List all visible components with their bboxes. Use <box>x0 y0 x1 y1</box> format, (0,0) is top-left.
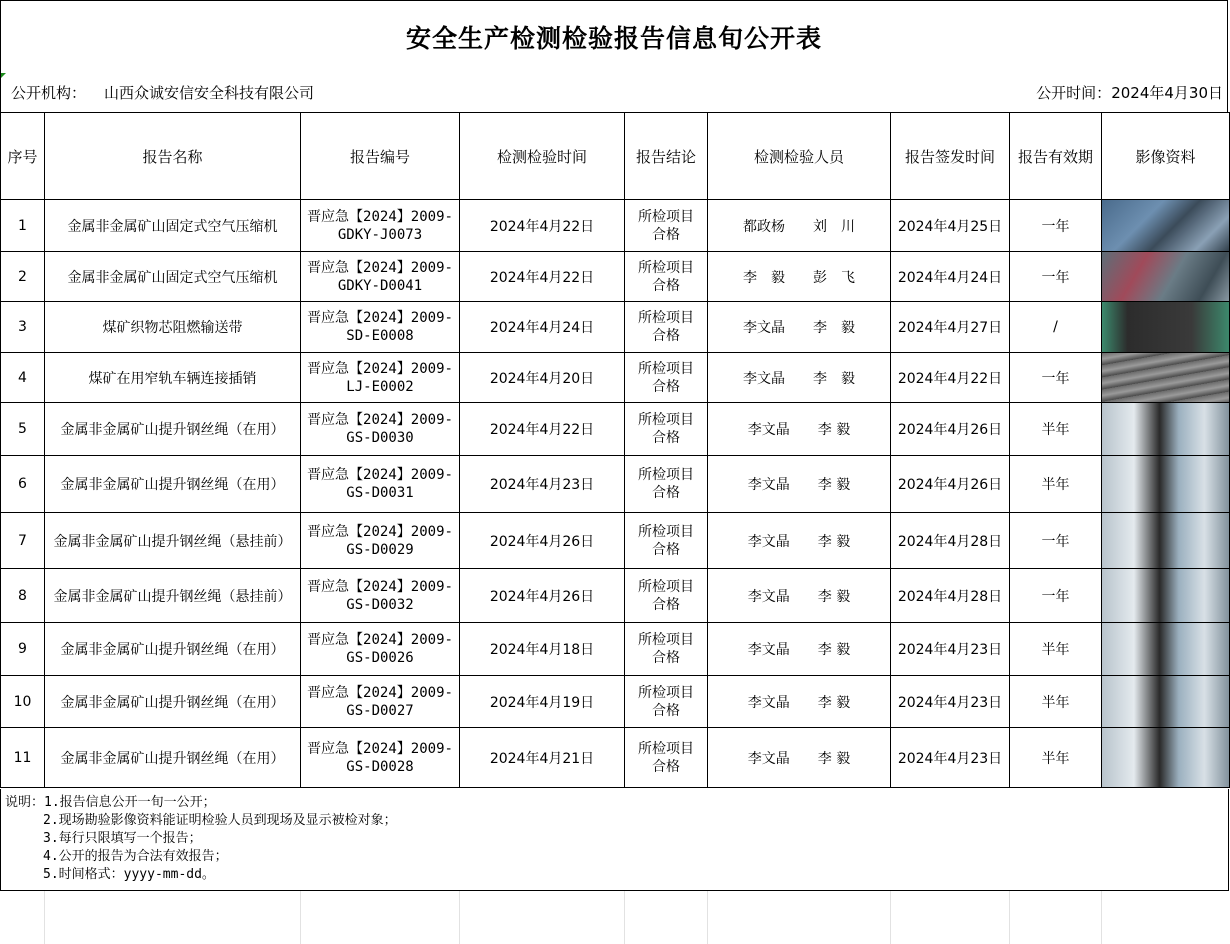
cell-report-name: 金属非金属矿山提升钢丝绳（悬挂前） <box>45 569 301 623</box>
code-line-1: 晋应急【2024】2009- <box>307 208 453 225</box>
cell-conclusion <box>625 353 708 403</box>
header-photo: 影像资料 <box>1102 113 1230 200</box>
org-block <box>11 82 314 103</box>
cell-persons <box>708 676 891 728</box>
code-line-1: 晋应急【2024】2009- <box>307 632 453 648</box>
person-2: 李 毅 <box>817 642 851 658</box>
cell-no: 9 <box>1 623 45 676</box>
cell-report-name: 金属非金属矿山提升钢丝绳（在用） <box>45 676 301 728</box>
cell-issue-date: 2024年4月27日 <box>891 302 1010 353</box>
header-issue-date: 报告签发时间 <box>891 113 1010 200</box>
cell-issue-date: 2024年4月22日 <box>891 353 1010 403</box>
code-line-2: SD-E0008 <box>346 328 414 344</box>
photo-compressor-1[interactable] <box>1102 200 1230 251</box>
notes-block <box>0 789 1229 891</box>
cell-no: 3 <box>1 302 45 353</box>
table-row <box>1 302 1230 353</box>
cell-issue-date: 2024年4月23日 <box>891 676 1010 728</box>
code-line-1: 晋应急【2024】2009- <box>307 412 453 428</box>
cell-report-name: 金属非金属矿山提升钢丝绳（悬挂前） <box>45 513 301 569</box>
cell-photo[interactable] <box>1102 353 1230 403</box>
person-1: 李文晶 <box>747 588 790 605</box>
conclusion-line-2: 合格 <box>652 430 680 446</box>
person-2: 李 毅 <box>813 370 855 387</box>
person-1: 李文晶 <box>747 694 790 711</box>
cell-test-date: 2024年4月24日 <box>460 302 625 353</box>
cell-persons <box>708 456 891 513</box>
note-line: 4.公开的报告为合法有效报告； <box>43 849 228 864</box>
cell-persons <box>708 569 891 623</box>
cell-persons <box>708 302 891 353</box>
date-value: 2024年4月30日 <box>1111 84 1223 102</box>
cell-conclusion <box>625 403 708 456</box>
note-line: 3.每行只限填写一个报告； <box>43 831 202 846</box>
cell-persons <box>708 513 891 569</box>
cell-report-code <box>301 513 460 569</box>
person-1: 李文晶 <box>747 422 790 438</box>
info-row <box>0 72 1228 113</box>
cell-validity: 半年 <box>1010 403 1102 456</box>
cell-conclusion <box>625 676 708 728</box>
person-2: 李 毅 <box>817 477 851 493</box>
cell-validity: 半年 <box>1010 728 1102 788</box>
photo-conveyor-belt[interactable] <box>1102 302 1230 352</box>
cell-test-date: 2024年4月20日 <box>460 353 625 403</box>
cell-issue-date: 2024年4月28日 <box>891 513 1010 569</box>
conclusion-line-2: 合格 <box>652 702 680 719</box>
conclusion-line-1: 所检项目 <box>638 259 694 276</box>
photo-rope-lab[interactable] <box>1102 456 1230 512</box>
cell-report-name: 金属非金属矿山固定式空气压缩机 <box>45 252 301 302</box>
person-2: 李 毅 <box>817 694 851 711</box>
cell-issue-date: 2024年4月28日 <box>891 569 1010 623</box>
header-row <box>1 113 1230 200</box>
person-2: 李 毅 <box>817 533 851 550</box>
cell-report-code <box>301 569 460 623</box>
cell-report-name: 金属非金属矿山固定式空气压缩机 <box>45 200 301 252</box>
cell-report-code <box>301 403 460 456</box>
code-line-1: 晋应急【2024】2009- <box>307 578 453 595</box>
cell-conclusion <box>625 623 708 676</box>
cell-report-name: 金属非金属矿山提升钢丝绳（在用） <box>45 403 301 456</box>
conclusion-line-1: 所检项目 <box>638 310 694 326</box>
grid-line <box>707 891 708 944</box>
code-line-2: GS-D0030 <box>346 430 414 446</box>
code-line-1: 晋应急【2024】2009- <box>307 523 453 540</box>
cell-issue-date: 2024年4月23日 <box>891 728 1010 788</box>
grid-line <box>624 891 625 944</box>
code-line-1: 晋应急【2024】2009- <box>307 259 453 276</box>
cell-no: 1 <box>1 200 45 252</box>
cell-no: 7 <box>1 513 45 569</box>
note-line: 5.时间格式：yyyy-mm-dd。 <box>43 867 215 882</box>
org-name: 山西众诚安信安全科技有限公司 <box>104 84 315 102</box>
grid-line <box>459 891 460 944</box>
cell-test-date: 2024年4月18日 <box>460 623 625 676</box>
cell-test-date: 2024年4月22日 <box>460 252 625 302</box>
cell-conclusion <box>625 513 708 569</box>
cell-test-date: 2024年4月19日 <box>460 676 625 728</box>
cell-persons <box>708 728 891 788</box>
person-1: 李文晶 <box>743 320 785 336</box>
cell-conclusion <box>625 569 708 623</box>
cell-test-date: 2024年4月22日 <box>460 200 625 252</box>
comment-marker-icon <box>1 73 6 78</box>
cell-photo[interactable] <box>1102 676 1230 728</box>
cell-conclusion <box>625 252 708 302</box>
cell-report-code <box>301 676 460 728</box>
photo-rope-lab[interactable] <box>1102 623 1230 675</box>
cell-no: 4 <box>1 353 45 403</box>
cell-validity: / <box>1010 302 1102 353</box>
conclusion-line-2: 合格 <box>652 650 680 666</box>
cell-conclusion <box>625 728 708 788</box>
conclusion-line-1: 所检项目 <box>638 208 694 225</box>
code-line-1: 晋应急【2024】2009- <box>307 310 453 326</box>
grid-line <box>890 891 891 944</box>
page-title: 安全生产检测检验报告信息旬公开表 <box>0 0 1228 72</box>
cell-persons <box>708 353 891 403</box>
photo-rope-lab[interactable] <box>1102 728 1230 787</box>
cell-no: 8 <box>1 569 45 623</box>
cell-persons <box>708 403 891 456</box>
cell-photo[interactable] <box>1102 200 1230 252</box>
conclusion-line-2: 合格 <box>652 485 680 501</box>
table-row <box>1 403 1230 456</box>
cell-validity: 一年 <box>1010 252 1102 302</box>
cell-conclusion <box>625 302 708 353</box>
person-2: 李 毅 <box>817 422 851 438</box>
cell-issue-date: 2024年4月26日 <box>891 403 1010 456</box>
conclusion-line-2: 合格 <box>652 328 680 344</box>
cell-report-code <box>301 623 460 676</box>
cell-issue-date: 2024年4月23日 <box>891 623 1010 676</box>
code-line-1: 晋应急【2024】2009- <box>307 684 453 701</box>
person-2: 李 毅 <box>817 588 851 605</box>
cell-test-date: 2024年4月26日 <box>460 513 625 569</box>
code-line-2: GS-D0027 <box>346 702 414 719</box>
photo-rope-lab[interactable] <box>1102 403 1230 455</box>
cell-no: 2 <box>1 252 45 302</box>
cell-report-code <box>301 353 460 403</box>
cell-no: 11 <box>1 728 45 788</box>
person-1: 李文晶 <box>743 370 785 387</box>
table-row <box>1 513 1230 569</box>
cell-photo[interactable] <box>1102 302 1230 353</box>
org-label: 公开机构： <box>11 84 87 102</box>
person-1: 李文晶 <box>747 750 790 767</box>
header-name: 报告名称 <box>45 113 301 200</box>
table-row <box>1 456 1230 513</box>
cell-test-date: 2024年4月21日 <box>460 728 625 788</box>
note-line: 说明：1.报告信息公开一旬一公开； <box>5 795 216 810</box>
cell-report-code <box>301 252 460 302</box>
conclusion-line-1: 所检项目 <box>638 632 694 648</box>
table-row <box>1 200 1230 252</box>
cell-validity: 半年 <box>1010 676 1102 728</box>
cell-photo[interactable] <box>1102 513 1230 569</box>
conclusion-line-2: 合格 <box>652 541 680 558</box>
cell-conclusion <box>625 456 708 513</box>
cell-persons <box>708 623 891 676</box>
cell-validity: 半年 <box>1010 456 1102 513</box>
header-test-date: 检测检验时间 <box>460 113 625 200</box>
grid-line <box>1009 891 1010 944</box>
photo-compressor-2[interactable] <box>1102 252 1230 301</box>
note-line: 2.现场勘验影像资料能证明检验人员到现场及显示被检对象； <box>43 813 397 828</box>
cell-photo[interactable] <box>1102 456 1230 513</box>
cell-report-code <box>301 728 460 788</box>
cell-validity: 半年 <box>1010 623 1102 676</box>
code-line-2: GS-D0032 <box>346 596 414 613</box>
cell-conclusion <box>625 200 708 252</box>
code-line-2: LJ-E0002 <box>346 378 414 395</box>
conclusion-line-2: 合格 <box>652 758 680 775</box>
table-row <box>1 676 1230 728</box>
cell-photo[interactable] <box>1102 403 1230 456</box>
person-1: 都政杨 <box>743 218 785 235</box>
code-line-1: 晋应急【2024】2009- <box>307 467 453 483</box>
table-row <box>1 728 1230 788</box>
cell-report-code <box>301 456 460 513</box>
header-validity: 报告有效期 <box>1010 113 1102 200</box>
photo-pins[interactable] <box>1102 353 1230 402</box>
code-line-1: 晋应急【2024】2009- <box>307 740 453 757</box>
code-line-1: 晋应急【2024】2009- <box>307 360 453 377</box>
person-1: 李文晶 <box>747 533 790 550</box>
cell-no: 5 <box>1 403 45 456</box>
code-line-2: GS-D0028 <box>346 758 414 775</box>
cell-test-date: 2024年4月26日 <box>460 569 625 623</box>
conclusion-line-1: 所检项目 <box>638 360 694 377</box>
person-2: 李 毅 <box>813 320 855 336</box>
cell-report-name: 金属非金属矿山提升钢丝绳（在用） <box>45 623 301 676</box>
cell-test-date: 2024年4月23日 <box>460 456 625 513</box>
conclusion-line-2: 合格 <box>652 277 680 294</box>
conclusion-line-1: 所检项目 <box>638 412 694 428</box>
cell-persons <box>708 200 891 252</box>
cell-report-code <box>301 200 460 252</box>
cell-persons <box>708 252 891 302</box>
code-line-2: GS-D0029 <box>346 541 414 558</box>
person-2: 李 毅 <box>817 750 851 767</box>
conclusion-line-1: 所检项目 <box>638 578 694 595</box>
header-code: 报告编号 <box>301 113 460 200</box>
cell-validity: 一年 <box>1010 569 1102 623</box>
report-table <box>0 112 1230 788</box>
table-row <box>1 623 1230 676</box>
cell-report-code <box>301 302 460 353</box>
conclusion-line-2: 合格 <box>652 596 680 613</box>
cell-report-name: 金属非金属矿山提升钢丝绳（在用） <box>45 728 301 788</box>
photo-rope-lab[interactable] <box>1102 676 1230 727</box>
header-no: 序号 <box>1 113 45 200</box>
cell-validity: 一年 <box>1010 353 1102 403</box>
header-persons: 检测检验人员 <box>708 113 891 200</box>
code-line-2: GS-D0026 <box>346 650 414 666</box>
conclusion-line-2: 合格 <box>652 226 680 243</box>
person-1: 李文晶 <box>747 642 790 658</box>
cell-issue-date: 2024年4月26日 <box>891 456 1010 513</box>
conclusion-line-2: 合格 <box>652 378 680 395</box>
cell-no: 6 <box>1 456 45 513</box>
cell-test-date: 2024年4月22日 <box>460 403 625 456</box>
date-block <box>1036 82 1223 103</box>
code-line-2: GDKY-D0041 <box>337 277 423 294</box>
empty-grid <box>0 891 1230 944</box>
person-2: 刘 川 <box>813 218 855 235</box>
photo-rope-lab[interactable] <box>1102 569 1230 622</box>
table-row <box>1 569 1230 623</box>
person-1: 李 毅 <box>743 269 785 286</box>
cell-report-name: 煤矿织物芯阻燃输送带 <box>45 302 301 353</box>
table-row <box>1 252 1230 302</box>
date-label: 公开时间： <box>1036 84 1112 102</box>
code-line-2: GDKY-J0073 <box>337 226 423 243</box>
conclusion-line-1: 所检项目 <box>638 523 694 540</box>
conclusion-line-1: 所检项目 <box>638 684 694 701</box>
person-2: 彭 飞 <box>813 269 855 286</box>
person-1: 李文晶 <box>747 477 790 493</box>
cell-no: 10 <box>1 676 45 728</box>
header-conclusion: 报告结论 <box>625 113 708 200</box>
cell-photo[interactable] <box>1102 252 1230 302</box>
cell-issue-date: 2024年4月25日 <box>891 200 1010 252</box>
conclusion-line-1: 所检项目 <box>638 740 694 757</box>
cell-issue-date: 2024年4月24日 <box>891 252 1010 302</box>
cell-report-name: 煤矿在用窄轨车辆连接插销 <box>45 353 301 403</box>
cell-photo[interactable] <box>1102 569 1230 623</box>
grid-line <box>44 891 45 944</box>
cell-validity: 一年 <box>1010 513 1102 569</box>
cell-validity: 一年 <box>1010 200 1102 252</box>
photo-rope-lab[interactable] <box>1102 513 1230 568</box>
table-row <box>1 353 1230 403</box>
cell-report-name: 金属非金属矿山提升钢丝绳（在用） <box>45 456 301 513</box>
conclusion-line-1: 所检项目 <box>638 467 694 483</box>
grid-line <box>1101 891 1102 944</box>
cell-photo[interactable] <box>1102 623 1230 676</box>
grid-line <box>300 891 301 944</box>
code-line-2: GS-D0031 <box>346 485 414 501</box>
cell-photo[interactable] <box>1102 728 1230 788</box>
